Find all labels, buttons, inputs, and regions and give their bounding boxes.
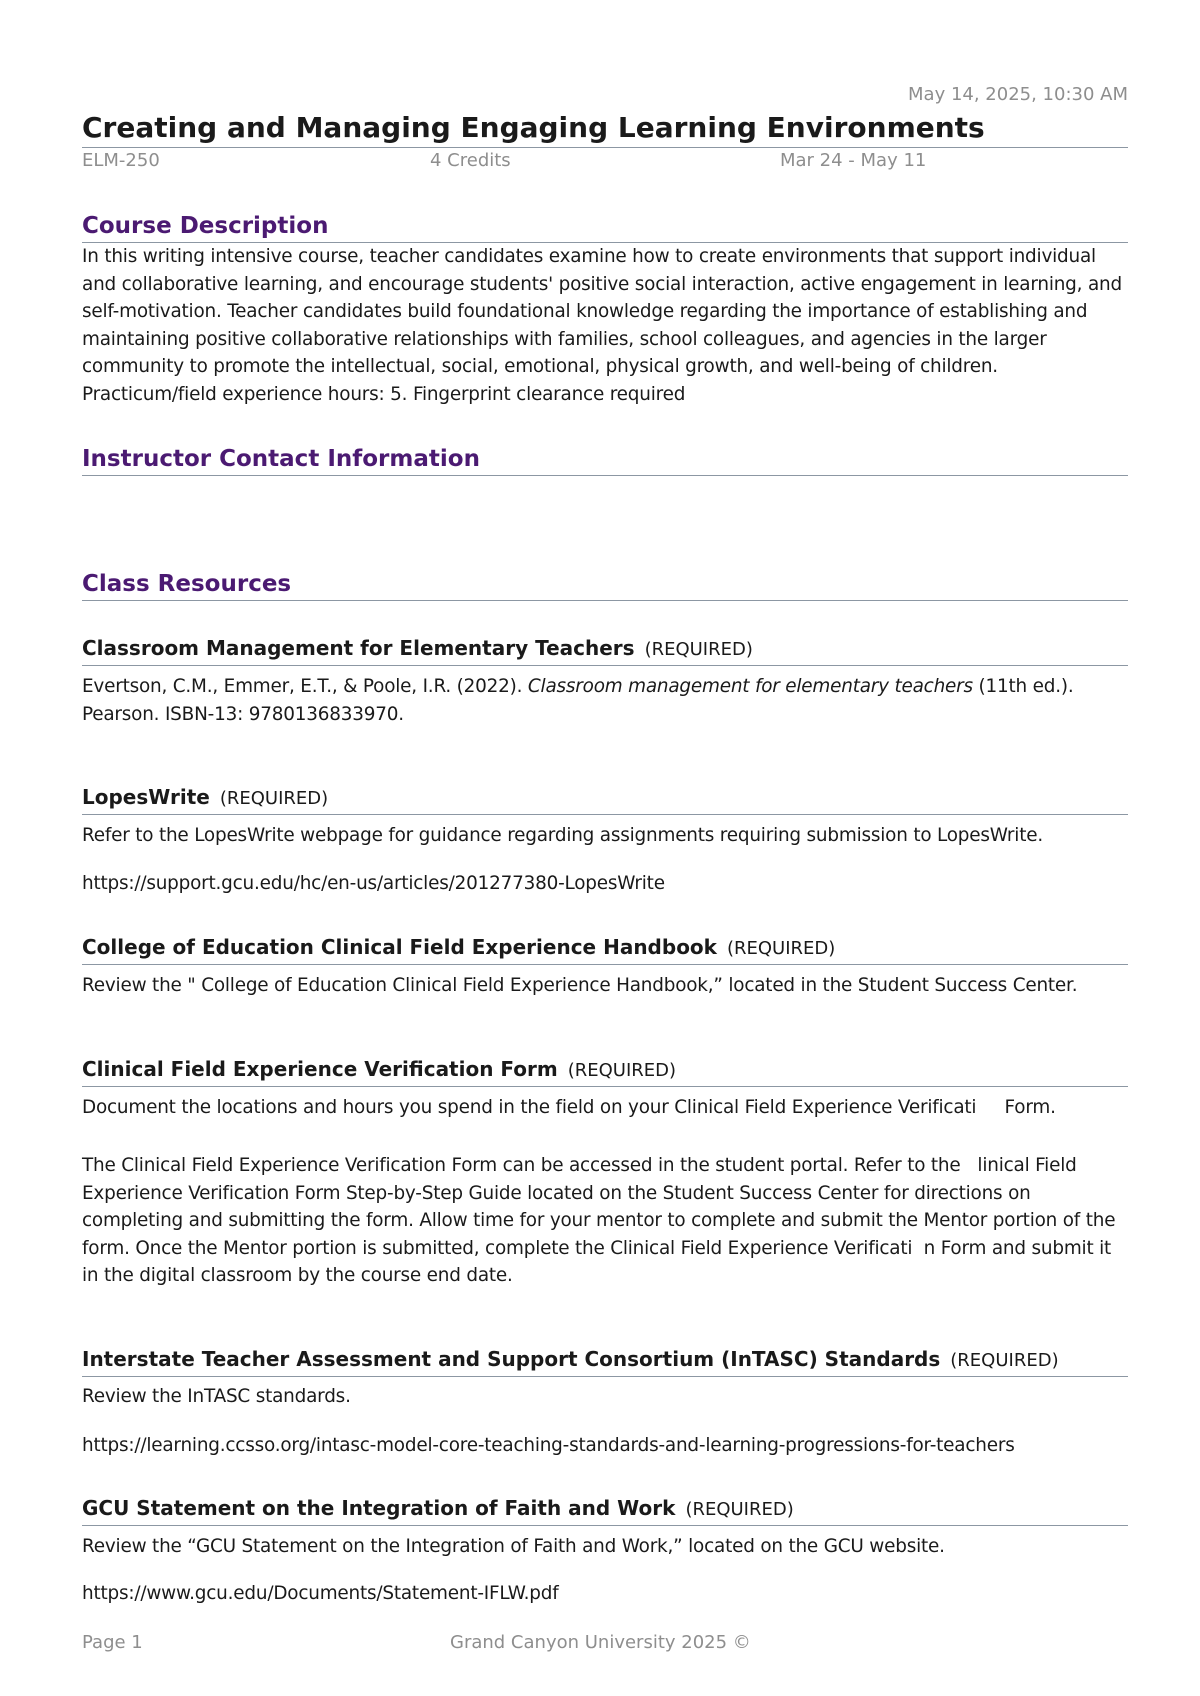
- resource-name: Interstate Teacher Assessment and Support Consortium (InTASC) Standards: [82, 1347, 941, 1371]
- resource-link[interactable]: https://support.gcu.edu/hc/en-us/articles/201277380-LopesWrite: [82, 873, 665, 894]
- required-label: (REQUIRED): [567, 1060, 677, 1081]
- page-number: Page 1: [82, 1632, 143, 1653]
- resource-heading: [82, 933, 1128, 965]
- course-code: ELM-250: [82, 150, 160, 171]
- required-label: (REQUIRED): [644, 639, 753, 660]
- citation-title: Classroom management for elementary teachers: [527, 676, 973, 697]
- resource-text: Review the InTASC standards.: [82, 1386, 351, 1407]
- resource-heading: [82, 1345, 1128, 1377]
- course-description-text: In this writing intensive course, teacher candidates examine how to create environments that support individual and collaborative learning, and encourage students' positive social interaction, active engagement in learning, and self-motivation. Teacher candidates build foundational knowledge regarding the importance of establishing and maintaining positive collaborative relationships with families, school colleagues, and agencies in the larger community to promote the intellectual, social, emotional, physical growth, and well-being of children. Practicum/field experience hours: 5. Fingerprint clearance required: [82, 246, 1122, 405]
- required-label: (REQUIRED): [219, 788, 329, 809]
- citation-authors: Evertson, C.M., Emmer, E.T., & Poole, I.R. (2022).: [82, 676, 528, 697]
- resource-text: Review the " College of Education Clinical Field Experience Handbook,” located in the Student Success Center.: [82, 975, 1078, 996]
- resource-heading: [82, 1055, 1128, 1087]
- document-page: [82, 0, 1128, 1696]
- required-label: (REQUIRED): [950, 1350, 1059, 1371]
- required-label: (REQUIRED): [685, 1499, 794, 1520]
- resource-text: The Clinical Field Experience Verification Form can be accessed in the student portal. Refer to the linical Field Experience Verification Form Step-by-Step Guide located on the Student Success Center for directions on completing and submitting the form. Allow time for your mentor to complete and submit the Mentor portion of the form. Once the Mentor portion is submitted, complete the Clinical Field Experience Verificati n Form and submit it in the digital classroom by the course end date.: [82, 1155, 1121, 1286]
- resource-text: Refer to the LopesWrite webpage for guidance regarding assignments requiring submission to LopesWrite.: [82, 825, 1043, 846]
- instructor-contact-heading: Instructor Contact Information: [82, 444, 1128, 476]
- resource-name: LopesWrite: [82, 785, 210, 809]
- course-description-heading: Course Description: [82, 211, 1128, 243]
- resource-citation: [82, 673, 1128, 728]
- course-title: Creating and Managing Engaging Learning Environments: [82, 110, 1128, 148]
- resource-text: Document the locations and hours you spend in the field on your Clinical Field Experience Verificati Form.: [82, 1097, 1056, 1118]
- required-label: (REQUIRED): [726, 938, 836, 959]
- copyright: Grand Canyon University 2025 ©: [450, 1632, 751, 1653]
- course-dates: Mar 24 - May 11: [780, 150, 927, 171]
- resource-name: College of Education Clinical Field Experience Handbook: [82, 935, 717, 959]
- class-resources-heading: Class Resources: [82, 569, 1128, 601]
- resource-link[interactable]: https://www.gcu.edu/Documents/Statement-IFLW.pdf: [82, 1583, 559, 1604]
- resource-name: Classroom Management for Elementary Teachers: [82, 636, 635, 660]
- course-meta: [82, 150, 1128, 174]
- resource-heading: [82, 783, 1128, 815]
- resource-link[interactable]: https://learning.ccsso.org/intasc-model-core-teaching-standards-and-learning-progressions-for-teachers: [82, 1435, 1015, 1456]
- resource-text: Review the “GCU Statement on the Integration of Faith and Work,” located on the GCU website.: [82, 1536, 945, 1557]
- citation-publisher: (11th ed.). Pearson. ISBN-13: 9780136833970.: [82, 676, 1074, 725]
- resource-heading: [82, 634, 1128, 666]
- resource-name: GCU Statement on the Integration of Faith and Work: [82, 1496, 676, 1520]
- resource-name: Clinical Field Experience Verification Form: [82, 1057, 558, 1081]
- course-credits: 4 Credits: [430, 150, 511, 171]
- print-timestamp: May 14, 2025, 10:30 AM: [908, 84, 1128, 105]
- resource-heading: [82, 1494, 1128, 1526]
